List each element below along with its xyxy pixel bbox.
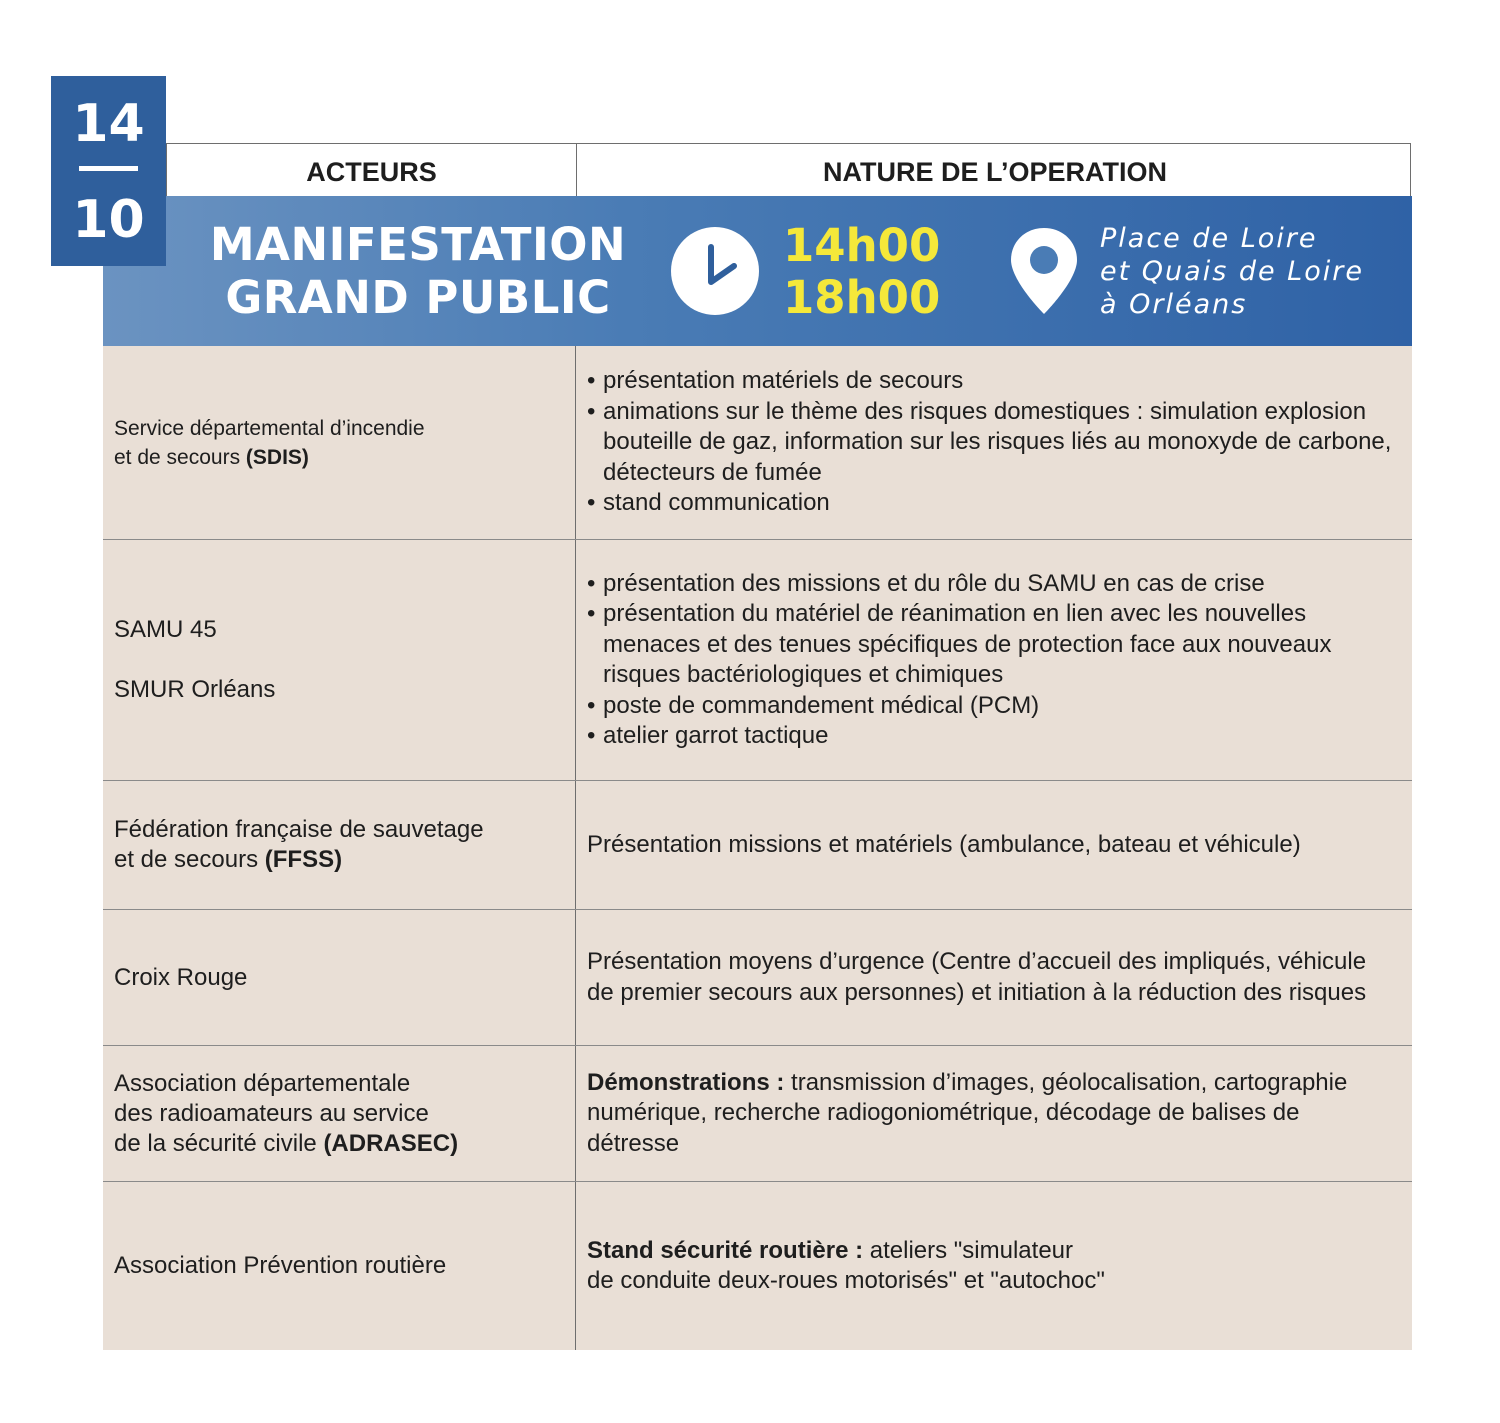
- actor-cell: [103, 346, 575, 539]
- actor-text: de la sécurité civile: [114, 1129, 324, 1157]
- actor-cell: [103, 1182, 575, 1350]
- place-line2: et Quais de Loire: [1100, 256, 1364, 287]
- item-text: atelier garrot tactique: [603, 722, 829, 749]
- event-banner: [103, 196, 1412, 346]
- time-start: 14h00: [783, 219, 941, 272]
- table-row: [103, 910, 1412, 1046]
- bullet: •: [587, 569, 596, 597]
- nature-body: transmission d’images, géolocalisation, cartographie numérique, recherche radiogoniométrique, décodage de balises de détresse: [587, 1068, 1348, 1157]
- event-title: [203, 218, 633, 324]
- actor-line: Association Prévention routière: [114, 1252, 447, 1279]
- actor-line: Fédération française de sauvetage: [114, 816, 484, 843]
- list-item: [587, 599, 1392, 691]
- list-item: [587, 366, 1392, 397]
- actor-line: [114, 1129, 575, 1159]
- item-text: poste de commandement médical (PCM): [603, 691, 1040, 719]
- event-title-line1: MANIFESTATION: [209, 218, 627, 271]
- nature-text: [587, 1068, 1392, 1160]
- table-row: [103, 346, 1412, 540]
- bullet: •: [587, 722, 596, 749]
- actor-cell: [103, 781, 575, 909]
- nature-cell: [575, 346, 1412, 539]
- table-row: [103, 1046, 1412, 1182]
- event-place: [1100, 222, 1364, 321]
- nature-cell: [575, 910, 1412, 1045]
- actor-line: des radioamateurs au service: [114, 1099, 429, 1127]
- bullet: •: [587, 397, 596, 425]
- actor-cell: [103, 1046, 575, 1181]
- list-item: [587, 397, 1392, 489]
- item-text: présentation matériels de secours: [603, 367, 964, 395]
- table-row: [103, 540, 1412, 781]
- actor-text: et de secours: [114, 846, 265, 873]
- nature-cell: [575, 540, 1412, 780]
- date-month: 10: [72, 190, 145, 250]
- actor-cell: [103, 540, 575, 780]
- clock-icon: [670, 226, 760, 316]
- bullet: •: [587, 367, 596, 395]
- place-line1: Place de Loire: [1100, 223, 1318, 254]
- nature-text: Présentation moyens d’urgence (Centre d’accueil des impliqués, véhicule de premier secours aux personnes) et initiation à la réduction des risques: [587, 948, 1367, 1006]
- item-text: présentation du matériel de réanimation en lien avec les nouvelles menaces et des tenues spécifiques de protection face aux nouveaux risques bactériologiques et chimiques: [603, 600, 1332, 688]
- actor-line: SMUR Orléans: [114, 676, 276, 703]
- date-day: 14: [72, 94, 145, 154]
- location-pin-icon: [1009, 226, 1079, 316]
- item-text: animations sur le thème des risques domestiques : simulation explosion bouteille de gaz, information sur les risques liés au monoxyde de carbone, détecteurs de fumée: [603, 397, 1392, 486]
- list-item: [587, 721, 1392, 752]
- actor-line: [114, 443, 575, 472]
- spacer: [114, 645, 575, 675]
- nature-text: [587, 1236, 1392, 1267]
- nature-body: ateliers "simulateur: [863, 1236, 1074, 1264]
- date-badge: [51, 76, 166, 266]
- place-line3: à Orléans: [1100, 289, 1248, 320]
- header-actors: ACTEURS: [306, 157, 437, 187]
- actor-line: Croix Rouge: [114, 963, 248, 991]
- actor-abbr: (ADRASEC): [323, 1129, 459, 1157]
- event-times: [783, 220, 940, 324]
- item-text: présentation des missions et du rôle du SAMU en cas de crise: [603, 569, 1265, 597]
- nature-cell: [575, 781, 1412, 909]
- nature-lead: Stand sécurité routière :: [587, 1236, 864, 1264]
- table-row: [103, 781, 1412, 910]
- actor-cell: [103, 910, 575, 1045]
- table-header: [166, 143, 1411, 196]
- actor-abbr: (SDIS): [245, 445, 309, 469]
- actor-line: Service départemental d’incendie: [114, 416, 425, 440]
- actor-line: Association départementale: [114, 1069, 411, 1097]
- list-item: [587, 488, 1392, 519]
- actor-text: et de secours: [114, 445, 246, 469]
- bullet: •: [587, 600, 596, 627]
- actor-line: [114, 845, 575, 875]
- item-text: stand communication: [603, 489, 830, 517]
- list-item: [587, 569, 1392, 600]
- event-title-line2: GRAND PUBLIC: [225, 271, 611, 324]
- time-end: 18h00: [783, 271, 941, 324]
- nature-body: de conduite deux-roues motorisés" et "autochoc": [587, 1267, 1105, 1294]
- list-item: [587, 691, 1392, 722]
- actor-abbr: (FFSS): [264, 846, 343, 873]
- actor-line: SAMU 45: [114, 616, 217, 643]
- date-divider: [79, 166, 138, 171]
- nature-lead: Démonstrations :: [587, 1068, 792, 1096]
- bullet: •: [587, 489, 596, 517]
- bullet: •: [587, 691, 596, 719]
- nature-cell: [575, 1046, 1412, 1181]
- nature-cell: [575, 1182, 1412, 1350]
- header-nature: NATURE DE L’OPERATION: [576, 144, 1413, 197]
- table-row: [103, 1182, 1412, 1350]
- nature-text: Présentation missions et matériels (ambulance, bateau et véhicule): [587, 830, 1301, 858]
